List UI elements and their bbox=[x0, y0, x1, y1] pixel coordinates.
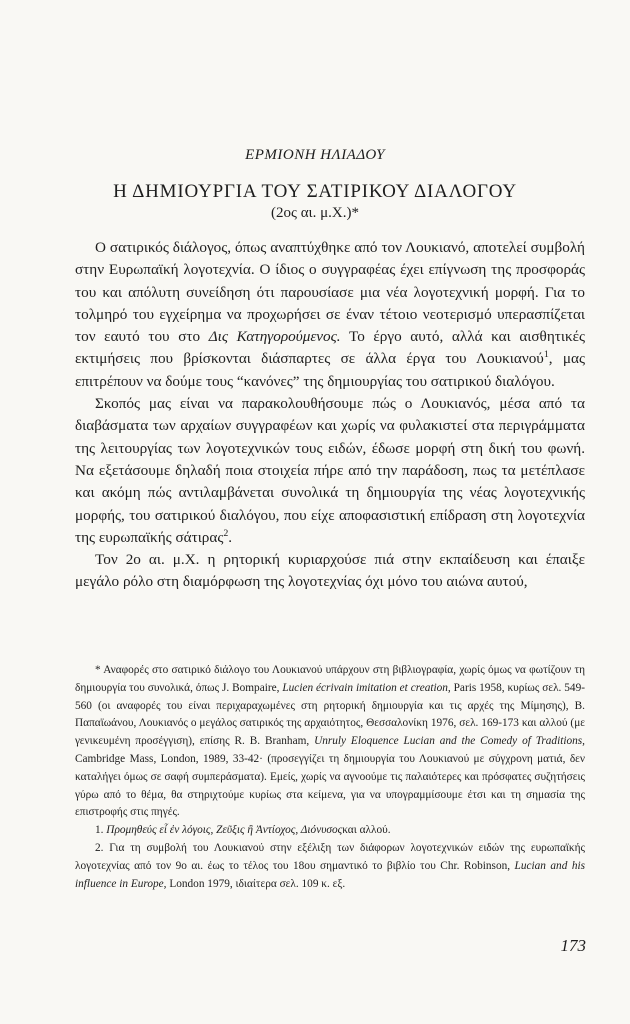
footnote-star-work-1: Lucien écrivain imitation et creation, bbox=[282, 681, 451, 694]
p1-text-end: , μας επιτρέπουν να δούμε τους “κανόνες” της δημιουργίας του σατιρικού διαλόγου. bbox=[75, 350, 585, 390]
page-number: 173 bbox=[560, 936, 586, 955]
footnote-2-text-end: London 1979, ιδιαίτερα σελ. 109 κ. εξ. bbox=[166, 877, 346, 890]
footnote-1-text: και αλλού. bbox=[342, 824, 391, 837]
footnote-star-text-2: Paris 1958, κυρίως σελ. 549- 560 (οι αναφορές του είναι περιχαραχωμένες στη ρητορική δημιουργία και τις αρχές της Μίμησης), Β. Παπαϊωάνου, Λουκιανός ο μεγάλος σατιρικός της αρχαιότητος, Θεσσαλονίκη 1976, σελ. 169-173 και αλλού (με γενικευμένη προσέγγιση), επίσης R. B. Branham, bbox=[75, 681, 585, 748]
p2-text-end: . bbox=[228, 528, 233, 546]
footnote-2 bbox=[75, 840, 585, 893]
footnote-star-work-2: Unruly Eloquence Lucian and the Comedy of Traditions, bbox=[314, 735, 585, 748]
p1-work-title: Δις Κατηγορούμενος. bbox=[208, 328, 341, 346]
footnote-star-text: * Αναφορές στο σατιρικό διάλογο του Λουκιανού υπάρχουν στη βιβλιογραφία, χωρίς όμως να φωτίζουν τη δημιουργία του συνολικά, όπως J. Bompaire, bbox=[75, 664, 585, 694]
p2-text: Σκοπός μας είναι να παρακολουθήσουμε πώς ο Λουκιανός, μέσα από τα διαβάσματα των αρχαίων συγγραφέων και χωρίς να φυλακιστεί στα περιγράμματα της λειτουργίας των λογοτεχνικών τους ειδών, έδωσε μορφή στη δική του φωνή. Να εξετάσουμε δηλαδή ποια στοιχεία πήρε από την παράδοση, πως τα μετέπλασε και ακόμη πώς αντιλαμβάνεται συνολικά τη δημιουργία της νέας λογοτεχνικής μορφής, του σατιρικού διαλόγου, που είχε αποφασιστική επίδραση στη λογοτεχνία της ευρωπαϊκής σάτιρας bbox=[75, 395, 585, 546]
article-title: Η ΔΗΜΙΟΥΡΓΙΑ ΤΟΥ ΣΑΤΙΡΙΚΟΥ ΔΙΑΛΟΓΟΥ bbox=[113, 181, 517, 202]
footnote-2-work: Lucian and his influence in Europe, bbox=[75, 859, 585, 890]
footnotes bbox=[75, 662, 585, 893]
footnote-star-text-3: Cambridge Mass, London, 1989, 33-42· (προσεγγίζει τη δημιουργία του Λουκιανού με σύγχρονη ματιά, δεν καταλήγει όμως σε σαφή συμπεράσματα). Εμείς, χωρίς να αγνοούμε τις παλαιότερες και πρόσφατες συζητήσεις γύρω από το θέμα, θα στηριχτούμε κυρίως στα κείμενα, για να υπογραμμίσουμε έτσι και τη σημασία της επιστροφής στις πηγές. bbox=[75, 752, 585, 819]
footnote-2-text: 2. Για τη συμβολή του Λουκιανού στην εξέλιξη των διάφορων λογοτεχνικών ειδών της ευρωπαϊκής λογοτεχνίας από τον 9ο αι. έως το τέλος του 18ου σημαντικό το βιβλίο του Chr. Robinson, bbox=[75, 841, 585, 872]
footnote-1-works: Προμηθεύς εἶ ἐν λόγοις, Ζεῦξις ἢ Ἀντίοχος, Διόνυσος bbox=[106, 824, 343, 837]
footnote-ref-1: 1 bbox=[543, 349, 549, 361]
body-paragraph-1 bbox=[75, 237, 585, 393]
footnote-1 bbox=[75, 822, 585, 840]
body-paragraph-2 bbox=[75, 393, 585, 549]
body-paragraph-3: Τον 2ο αι. μ.Χ. η ρητορική κυριαρχούσε πιά στην εκπαίδευση και έπαιξε μεγάλο ρόλο στη διαμόρφωση της λογοτεχνίας όχι μόνο του αιώνα αυτού, bbox=[75, 551, 585, 591]
footnote-star bbox=[75, 662, 585, 822]
article-body bbox=[75, 237, 585, 594]
p1-text-continued: Το έργο αυτό, αλλά και αισθητικές εκτιμήσεις που βρίσκονται διάσπαρτες σε άλλα έργα του Λουκιανού bbox=[75, 328, 586, 368]
footnote-ref-2: 2 bbox=[223, 527, 229, 539]
article-subtitle: (2ος αι. μ.Χ.)* bbox=[271, 205, 359, 221]
article-author: ΕΡΜΙΟΝΗ ΗΛΙΑΔΟΥ bbox=[245, 147, 385, 163]
footnote-1-number: 1. bbox=[95, 824, 107, 837]
p1-text: Ο σατιρικός διάλογος, όπως αναπτύχθηκε από τον Λουκιανό, αποτελεί συμβολή στην Ευρωπαϊκή λογοτεχνία. Ο ίδιος ο συγγραφέας έχει επίγνωση της προσφοράς του και απόλυτη συνείδηση ότι παρουσίασε μια νέα λογοτεχνική μορφή. Για το τολμηρό του εγχείρημα να προχωρήσει σε έναν τέτοιο νεοτερισμό υπερασπίζεται τον εαυτό του στο bbox=[75, 239, 585, 346]
